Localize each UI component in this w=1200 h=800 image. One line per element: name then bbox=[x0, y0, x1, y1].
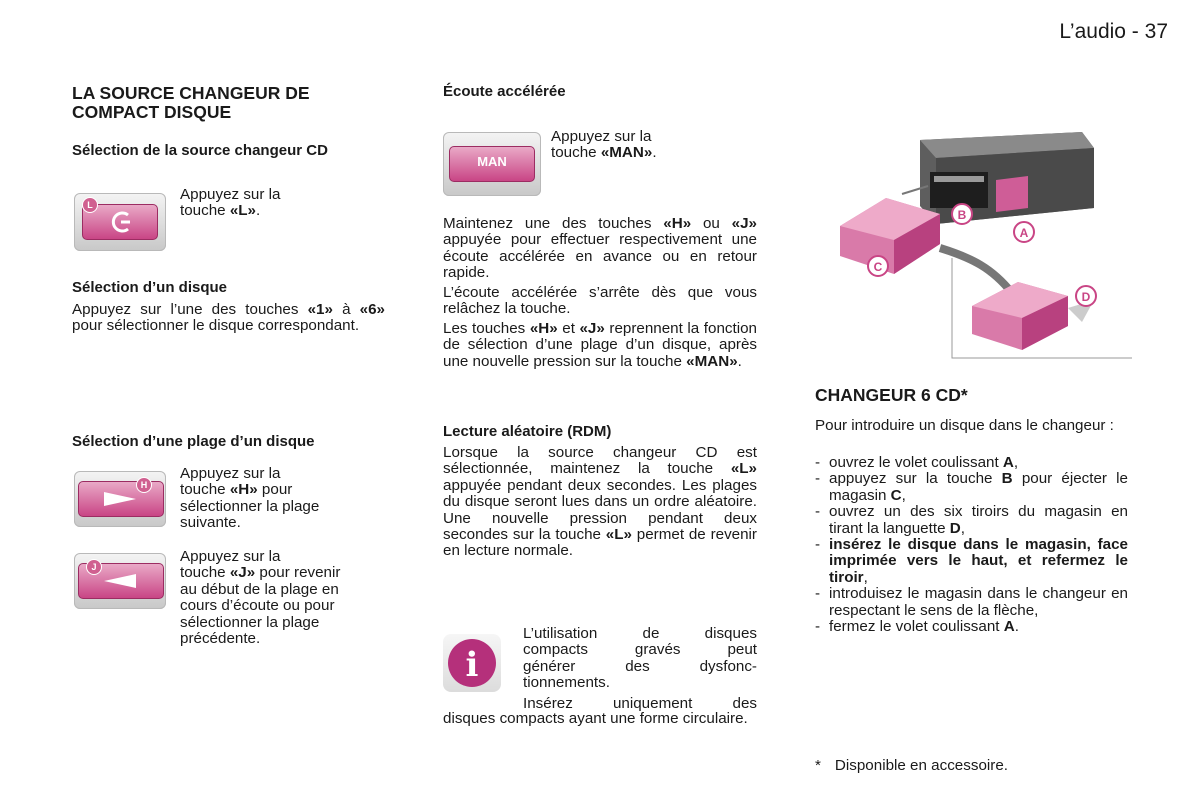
section-title bbox=[72, 84, 392, 122]
j-instruction bbox=[180, 549, 390, 647]
man-instruction bbox=[551, 129, 751, 162]
random-para bbox=[443, 445, 757, 560]
step-4-bold: insérez le disque dans le magasin, face imprimée vers le haut, et refermez le tiroir bbox=[829, 536, 1128, 586]
text: ouvrez un des six tiroirs du magasin en tirant la languette bbox=[829, 503, 1128, 537]
key-l: «L» bbox=[730, 460, 757, 478]
fast-para-3 bbox=[443, 321, 757, 370]
back-arrow-icon bbox=[104, 572, 136, 590]
text: appuyée pour effectuer respectivement une écoute accélérée en avance ou en retour rapide. bbox=[443, 231, 757, 282]
j-line4: cours d’écoute ou pour bbox=[180, 597, 335, 615]
callout-a: A bbox=[1019, 226, 1029, 240]
text: et bbox=[557, 320, 580, 337]
text: Appuyez sur l’une des touches bbox=[72, 301, 308, 318]
h-badge: H bbox=[136, 477, 152, 493]
text: pour bbox=[257, 481, 293, 499]
text: à bbox=[332, 301, 360, 318]
info-line4: tionnements. bbox=[523, 674, 610, 692]
h-line4: suivante. bbox=[180, 514, 241, 532]
key-j: «J» bbox=[579, 320, 605, 337]
text: reprennent la fonction de sélection d’une plage d’un disque, après une nouvelle pression sur la touche bbox=[443, 320, 757, 370]
cd-source-icon bbox=[108, 209, 134, 235]
key-h: «H» bbox=[663, 215, 692, 232]
man-label: MAN bbox=[477, 154, 507, 169]
changer-title: CHANGEUR 6 CD* bbox=[815, 385, 968, 405]
j-line3: au début de la plage en bbox=[180, 580, 339, 598]
ref-a: A bbox=[1002, 454, 1014, 471]
step-1 bbox=[815, 455, 1128, 471]
ref-c: C bbox=[890, 486, 902, 504]
h-button-illustration bbox=[74, 471, 166, 527]
heading-track-selection: Sélection d’une plage d’un disque bbox=[72, 433, 315, 450]
text: . bbox=[652, 144, 657, 162]
source-instruction-line1: Appuyez sur la bbox=[180, 186, 281, 203]
section-title-line1: LA SOURCE CHANGEUR DE bbox=[72, 83, 310, 103]
j-line2 bbox=[180, 565, 390, 581]
text: permet de revenir en lecture normale. bbox=[443, 526, 757, 560]
info-icon bbox=[446, 637, 498, 689]
text: touche bbox=[180, 481, 230, 499]
info-line1: L’utilisation de disques bbox=[523, 625, 757, 642]
ref-d: D bbox=[949, 519, 961, 537]
info-line2: compacts gravés peut bbox=[523, 641, 757, 659]
j-badge: J bbox=[86, 559, 102, 575]
text: , bbox=[960, 519, 965, 537]
h-line2 bbox=[180, 482, 390, 498]
key-l: «L» bbox=[229, 202, 256, 220]
heading-fast-listening: Écoute accélérée bbox=[443, 83, 566, 100]
text: pour sélectionner le disque correspondant. bbox=[72, 317, 360, 335]
j-line6: précédente. bbox=[180, 630, 261, 648]
footnote-mark: * bbox=[815, 757, 821, 774]
text: introduisez le magasin dans le changeur en respectant le sens de la flèche, bbox=[829, 585, 1128, 619]
text: touche bbox=[180, 564, 230, 582]
heading-disc-selection: Sélection d’un disque bbox=[72, 279, 228, 296]
heading-source-selection: Sélection de la source changeur CD bbox=[72, 142, 328, 159]
text: , bbox=[901, 486, 906, 504]
h-line3: sélectionner la plage bbox=[180, 497, 320, 515]
info-note-text bbox=[523, 626, 757, 712]
fast-para-2: L’écoute accélérée s’arrête dès que vous relâchez la touche. bbox=[443, 284, 757, 318]
text: , bbox=[863, 568, 868, 586]
key-j: «J» bbox=[731, 215, 757, 232]
callout-b: B bbox=[957, 208, 967, 222]
text: Lorsque la source changeur CD est sélectionnée, maintenez la touche bbox=[443, 444, 757, 478]
key-j: «J» bbox=[229, 564, 256, 582]
text: appuyée pendant deux secondes. Les plages du disque seront lues dans un ordre aléatoire. Une nouvelle pression pendant deux secondes sur la touche bbox=[443, 476, 757, 544]
info-line3: générer des dysfonc- bbox=[523, 657, 757, 675]
j-line1: Appuyez sur la bbox=[180, 548, 281, 565]
text: Maintenez une des touches bbox=[443, 215, 664, 232]
changer-intro: Pour introduire un disque dans le changeur : bbox=[815, 417, 1114, 434]
j-line5: sélectionner la plage bbox=[180, 613, 320, 631]
step-5 bbox=[815, 586, 1128, 619]
info-note-rest: disques compacts ayant une forme circulaire. bbox=[443, 710, 748, 727]
text: pour éjecter le magasin bbox=[829, 470, 1128, 504]
key-l: «L» bbox=[605, 526, 632, 544]
source-instruction bbox=[180, 187, 390, 220]
callout-c: C bbox=[873, 260, 883, 274]
key-h: «H» bbox=[529, 320, 558, 337]
key-1: «1» bbox=[307, 301, 333, 318]
text: fermez le volet coulissant bbox=[829, 618, 1004, 636]
man-button-illustration bbox=[443, 132, 541, 196]
heading-random-play: Lecture aléatoire (RDM) bbox=[443, 423, 612, 440]
text: appuyez sur la touche bbox=[829, 470, 1002, 488]
text: , bbox=[1013, 454, 1019, 471]
text: Les touches bbox=[443, 320, 530, 337]
footnote bbox=[815, 758, 1128, 774]
key-man: «MAN» bbox=[600, 144, 653, 162]
info-glyph: i bbox=[465, 645, 479, 685]
forward-arrow-icon bbox=[104, 490, 136, 508]
man-line2 bbox=[551, 145, 751, 161]
step-6 bbox=[815, 619, 1128, 635]
step-3 bbox=[815, 504, 1128, 537]
step-4 bbox=[815, 537, 1128, 586]
cd-changer-illustration bbox=[832, 128, 1132, 368]
page-header: L’audio - 37 bbox=[1059, 20, 1168, 43]
step-2 bbox=[815, 471, 1128, 504]
ref-a: A bbox=[1003, 618, 1015, 636]
text: . bbox=[256, 202, 261, 220]
text: touche bbox=[551, 144, 601, 162]
key-6: «6» bbox=[359, 301, 385, 318]
disc-selection-text bbox=[72, 302, 385, 335]
text: . bbox=[1014, 618, 1019, 636]
info-line5: Insérez uniquement des bbox=[523, 694, 757, 712]
text: pour revenir bbox=[255, 564, 341, 582]
info-note-icon-box bbox=[443, 634, 501, 692]
l-badge: L bbox=[82, 197, 98, 213]
key-h: «H» bbox=[229, 481, 258, 499]
footnote-text: Disponible en accessoire. bbox=[834, 757, 1008, 774]
h-instruction bbox=[180, 466, 390, 532]
l-button-illustration bbox=[74, 193, 166, 251]
text: . bbox=[737, 352, 742, 370]
callout-d: D bbox=[1081, 290, 1091, 304]
changer-steps bbox=[815, 455, 1128, 635]
text: ouvrez le volet coulissant bbox=[829, 454, 1003, 471]
fast-para-1 bbox=[443, 216, 757, 282]
section-title-line2: COMPACT DISQUE bbox=[72, 102, 232, 122]
h-line1: Appuyez sur la bbox=[180, 465, 281, 482]
key-man: «MAN» bbox=[686, 352, 738, 370]
text: touche bbox=[180, 202, 230, 220]
ref-b: B bbox=[1001, 470, 1013, 488]
source-instruction-line2 bbox=[180, 203, 390, 219]
j-button-illustration bbox=[74, 553, 166, 609]
man-line1: Appuyez sur la bbox=[551, 128, 652, 145]
text: ou bbox=[691, 215, 732, 232]
